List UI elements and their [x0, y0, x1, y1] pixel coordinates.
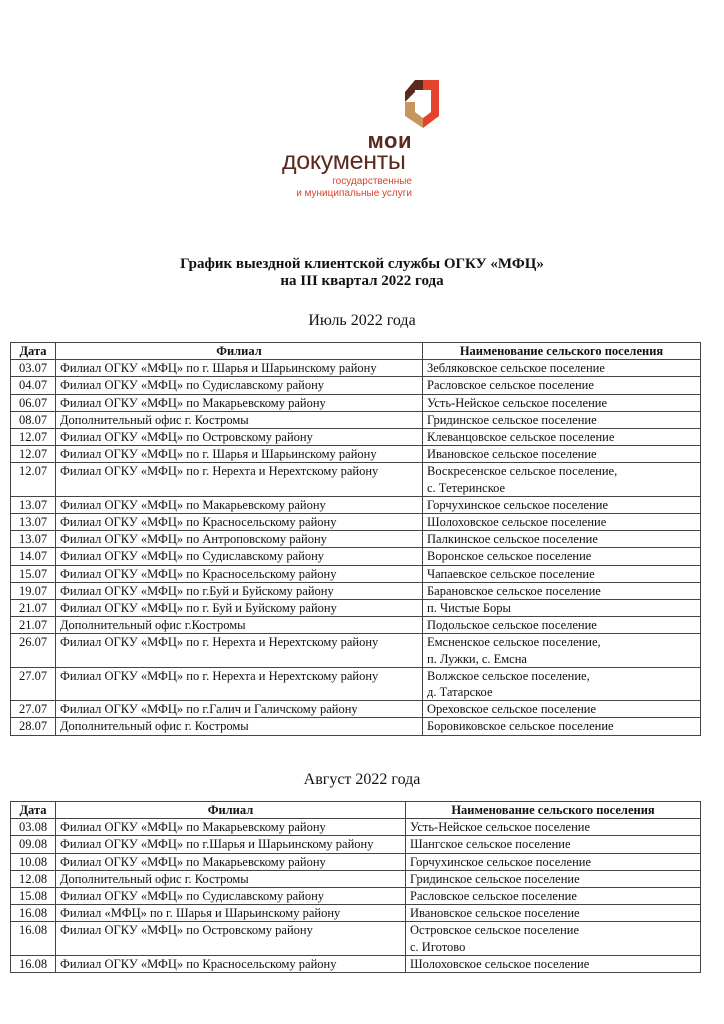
- cell-settlement: [406, 836, 701, 853]
- cell-settlement: [423, 394, 701, 411]
- cell-date: 15.08: [11, 888, 56, 905]
- settlement-name: Расловское сельское поселение: [427, 378, 594, 393]
- cell-settlement: [423, 446, 701, 463]
- column-header-date: Дата: [11, 343, 56, 360]
- cell-settlement: [423, 548, 701, 565]
- cell-branch: Филиал ОГКУ «МФЦ» по Островскому району: [56, 922, 406, 955]
- cell-date: 19.07: [11, 582, 56, 599]
- table-row: [11, 819, 701, 836]
- cell-branch: Дополнительный офис г. Костромы: [56, 411, 423, 428]
- settlement-name: Емсненское сельское поселение,: [427, 635, 601, 650]
- cell-date: 15.07: [11, 565, 56, 582]
- moi-dokumenty-logo: [270, 78, 470, 210]
- settlement-name: Палкинское сельское поселение: [427, 532, 598, 547]
- cell-date: 14.07: [11, 548, 56, 565]
- cell-date: 12.07: [11, 429, 56, 446]
- cell-settlement: [423, 582, 701, 599]
- column-header-date: Дата: [11, 802, 56, 819]
- cell-settlement: [406, 870, 701, 887]
- cell-branch: Филиал ОГКУ «МФЦ» по Макарьевскому району: [56, 496, 423, 513]
- column-header-branch: Филиал: [56, 802, 406, 819]
- cell-date: 08.07: [11, 411, 56, 428]
- cell-date: 12.07: [11, 463, 56, 496]
- settlement-locality: с. Тетеринское: [427, 480, 506, 495]
- cell-settlement: [406, 819, 701, 836]
- settlement-name: Барановское сельское поселение: [427, 583, 601, 598]
- cell-date: 12.07: [11, 446, 56, 463]
- cell-branch: Дополнительный офис г. Костромы: [56, 870, 406, 887]
- settlement-name: Шангское сельское поселение: [410, 837, 571, 852]
- cell-date: 06.07: [11, 394, 56, 411]
- cell-settlement: [423, 531, 701, 548]
- table-row: [11, 531, 701, 548]
- table-row: [11, 582, 701, 599]
- cell-branch: Филиал ОГКУ «МФЦ» по г.Шарья и Шарьинскому району: [56, 836, 406, 853]
- table-header-row: [11, 802, 701, 819]
- table-row: [11, 514, 701, 531]
- cell-date: 27.07: [11, 667, 56, 700]
- settlement-name: Воронское сельское поселение: [427, 549, 592, 564]
- cell-date: 16.08: [11, 905, 56, 922]
- cell-date: 03.08: [11, 819, 56, 836]
- cell-branch: Филиал ОГКУ «МФЦ» по г. Нерехта и Нерехтскому району: [56, 667, 423, 700]
- cell-date: 03.07: [11, 360, 56, 377]
- cell-date: 13.07: [11, 496, 56, 513]
- logo-subtitle-2: и муниципальные услуги: [296, 188, 412, 199]
- table-row: [11, 718, 701, 735]
- cell-settlement: [406, 955, 701, 972]
- settlement-locality: д. Татарское: [427, 685, 493, 700]
- table-row: [11, 955, 701, 972]
- cell-branch: Филиал ОГКУ «МФЦ» по Красносельскому району: [56, 514, 423, 531]
- settlement-name: Гридинское сельское поселение: [410, 871, 580, 886]
- table-row: [11, 870, 701, 887]
- table-row: [11, 377, 701, 394]
- cell-date: 04.07: [11, 377, 56, 394]
- settlement-name: Горчухинское сельское поселение: [427, 497, 609, 512]
- table-row: [11, 634, 701, 667]
- july-schedule-table: [10, 342, 701, 736]
- column-header-settlement: Наименование сельского поселения: [406, 802, 701, 819]
- cell-settlement: [423, 496, 701, 513]
- logo-text-moi: мои: [367, 128, 412, 153]
- cell-date: 26.07: [11, 634, 56, 667]
- table-row: [11, 667, 701, 700]
- cell-settlement: [423, 667, 701, 700]
- cell-settlement: [406, 905, 701, 922]
- cell-branch: Филиал ОГКУ «МФЦ» по Судиславскому району: [56, 888, 406, 905]
- cell-branch: Филиал ОГКУ «МФЦ» по Антроповскому району: [56, 531, 423, 548]
- settlement-name: Ореховское сельское поселение: [427, 702, 597, 717]
- settlement-name: Шолоховское сельское поселение: [410, 956, 590, 971]
- cell-branch: Филиал ОГКУ «МФЦ» по Судиславскому району: [56, 377, 423, 394]
- cell-date: 10.08: [11, 853, 56, 870]
- cell-branch: Филиал ОГКУ «МФЦ» по г. Нерехта и Нерехтскому району: [56, 463, 423, 496]
- cell-settlement: [423, 514, 701, 531]
- cell-settlement: [423, 411, 701, 428]
- document-title-line-1: График выездной клиентской службы ОГКУ «МФЦ»: [180, 256, 544, 272]
- document-title-line-2: на III квартал 2022 года: [280, 273, 444, 289]
- cell-branch: Филиал ОГКУ «МФЦ» по г. Буй и Буйскому району: [56, 600, 423, 617]
- cell-branch: Филиал ОГКУ «МФЦ» по Макарьевскому району: [56, 819, 406, 836]
- table-row: [11, 463, 701, 496]
- cell-settlement: [423, 634, 701, 667]
- logo-subtitle-1: государственные: [332, 176, 412, 187]
- cell-branch: Филиал ОГКУ «МФЦ» по Островскому району: [56, 429, 423, 446]
- cell-settlement: [406, 853, 701, 870]
- cell-date: 13.07: [11, 514, 56, 531]
- settlement-name: Шолоховское сельское поселение: [427, 515, 607, 530]
- cell-branch: Филиал ОГКУ «МФЦ» по г.Галич и Галичскому району: [56, 701, 423, 718]
- table-row: [11, 888, 701, 905]
- cell-branch: Филиал ОГКУ «МФЦ» по Макарьевскому району: [56, 394, 423, 411]
- settlement-name: Гридинское сельское поселение: [427, 412, 597, 427]
- logo-text-dokumenty: документы: [282, 147, 406, 175]
- table-row: [11, 496, 701, 513]
- cell-branch: Филиал ОГКУ «МФЦ» по Красносельскому району: [56, 955, 406, 972]
- table-row: [11, 836, 701, 853]
- august-schedule-table: [10, 801, 701, 973]
- shield-logo-icon: [403, 78, 441, 130]
- cell-date: 28.07: [11, 718, 56, 735]
- august-heading: Август 2022 года: [303, 771, 421, 788]
- cell-branch: Филиал ОГКУ «МФЦ» по Макарьевскому району: [56, 853, 406, 870]
- cell-settlement: [423, 718, 701, 735]
- cell-settlement: [423, 429, 701, 446]
- cell-branch: Филиал ОГКУ «МФЦ» по Красносельскому району: [56, 565, 423, 582]
- column-header-branch: Филиал: [56, 343, 423, 360]
- cell-settlement: [406, 888, 701, 905]
- settlement-name: п. Чистые Боры: [427, 601, 511, 616]
- settlement-name: Усть-Нейское сельское поселение: [427, 395, 608, 410]
- table-row: [11, 394, 701, 411]
- settlement-name: Волжское сельское поселение,: [427, 668, 590, 683]
- settlement-name: Подольское сельское поселение: [427, 618, 597, 633]
- cell-branch: Филиал ОГКУ «МФЦ» по г. Шарья и Шарьинскому району: [56, 360, 423, 377]
- settlement-name: Расловское сельское поселение: [410, 889, 577, 904]
- column-header-settlement: Наименование сельского поселения: [423, 343, 701, 360]
- cell-date: 09.08: [11, 836, 56, 853]
- cell-settlement: [423, 565, 701, 582]
- table-row: [11, 565, 701, 582]
- settlement-name: Ивановское сельское поселение: [427, 447, 597, 462]
- settlement-name: Чапаевское сельское поселение: [427, 566, 595, 581]
- settlement-name: Усть-Нейское сельское поселение: [410, 820, 591, 835]
- cell-branch: Дополнительный офис г.Костромы: [56, 617, 423, 634]
- cell-settlement: [423, 600, 701, 617]
- table-row: [11, 701, 701, 718]
- table-header-row: [11, 343, 701, 360]
- cell-settlement: [423, 701, 701, 718]
- settlement-name: Воскресенское сельское поселение,: [427, 464, 618, 479]
- table-row: [11, 360, 701, 377]
- cell-date: 16.08: [11, 955, 56, 972]
- cell-settlement: [423, 360, 701, 377]
- table-row: [11, 905, 701, 922]
- table-row: [11, 411, 701, 428]
- settlement-locality: п. Лужки, с. Емсна: [427, 651, 527, 666]
- settlement-name: Боровиковское сельское поселение: [427, 719, 614, 734]
- cell-settlement: [406, 922, 701, 955]
- settlement-locality: с. Иготово: [410, 939, 466, 954]
- settlement-name: Островское сельское поселение: [410, 923, 580, 938]
- settlement-name: Клеванцовское сельское поселение: [427, 430, 615, 445]
- cell-branch: Филиал «МФЦ» по г. Шарья и Шарьинскому району: [56, 905, 406, 922]
- table-row: [11, 922, 701, 955]
- table-row: [11, 446, 701, 463]
- table-row: [11, 853, 701, 870]
- settlement-name: Горчухинское сельское поселение: [410, 854, 592, 869]
- cell-branch: Филиал ОГКУ «МФЦ» по г. Нерехта и Нерехтскому району: [56, 634, 423, 667]
- cell-branch: Дополнительный офис г. Костромы: [56, 718, 423, 735]
- cell-date: 21.07: [11, 617, 56, 634]
- cell-branch: Филиал ОГКУ «МФЦ» по г.Буй и Буйскому району: [56, 582, 423, 599]
- cell-settlement: [423, 617, 701, 634]
- settlement-name: Ивановское сельское поселение: [410, 906, 580, 921]
- table-row: [11, 548, 701, 565]
- settlement-name: Зебляковское сельское поселение: [427, 361, 605, 376]
- cell-date: 16.08: [11, 922, 56, 955]
- table-row: [11, 600, 701, 617]
- cell-settlement: [423, 463, 701, 496]
- table-row: [11, 429, 701, 446]
- cell-date: 21.07: [11, 600, 56, 617]
- table-row: [11, 617, 701, 634]
- cell-settlement: [423, 377, 701, 394]
- cell-date: 13.07: [11, 531, 56, 548]
- cell-branch: Филиал ОГКУ «МФЦ» по г. Шарья и Шарьинскому району: [56, 446, 423, 463]
- cell-date: 27.07: [11, 701, 56, 718]
- july-heading: Июль 2022 года: [308, 312, 416, 329]
- cell-branch: Филиал ОГКУ «МФЦ» по Судиславскому району: [56, 548, 423, 565]
- cell-date: 12.08: [11, 870, 56, 887]
